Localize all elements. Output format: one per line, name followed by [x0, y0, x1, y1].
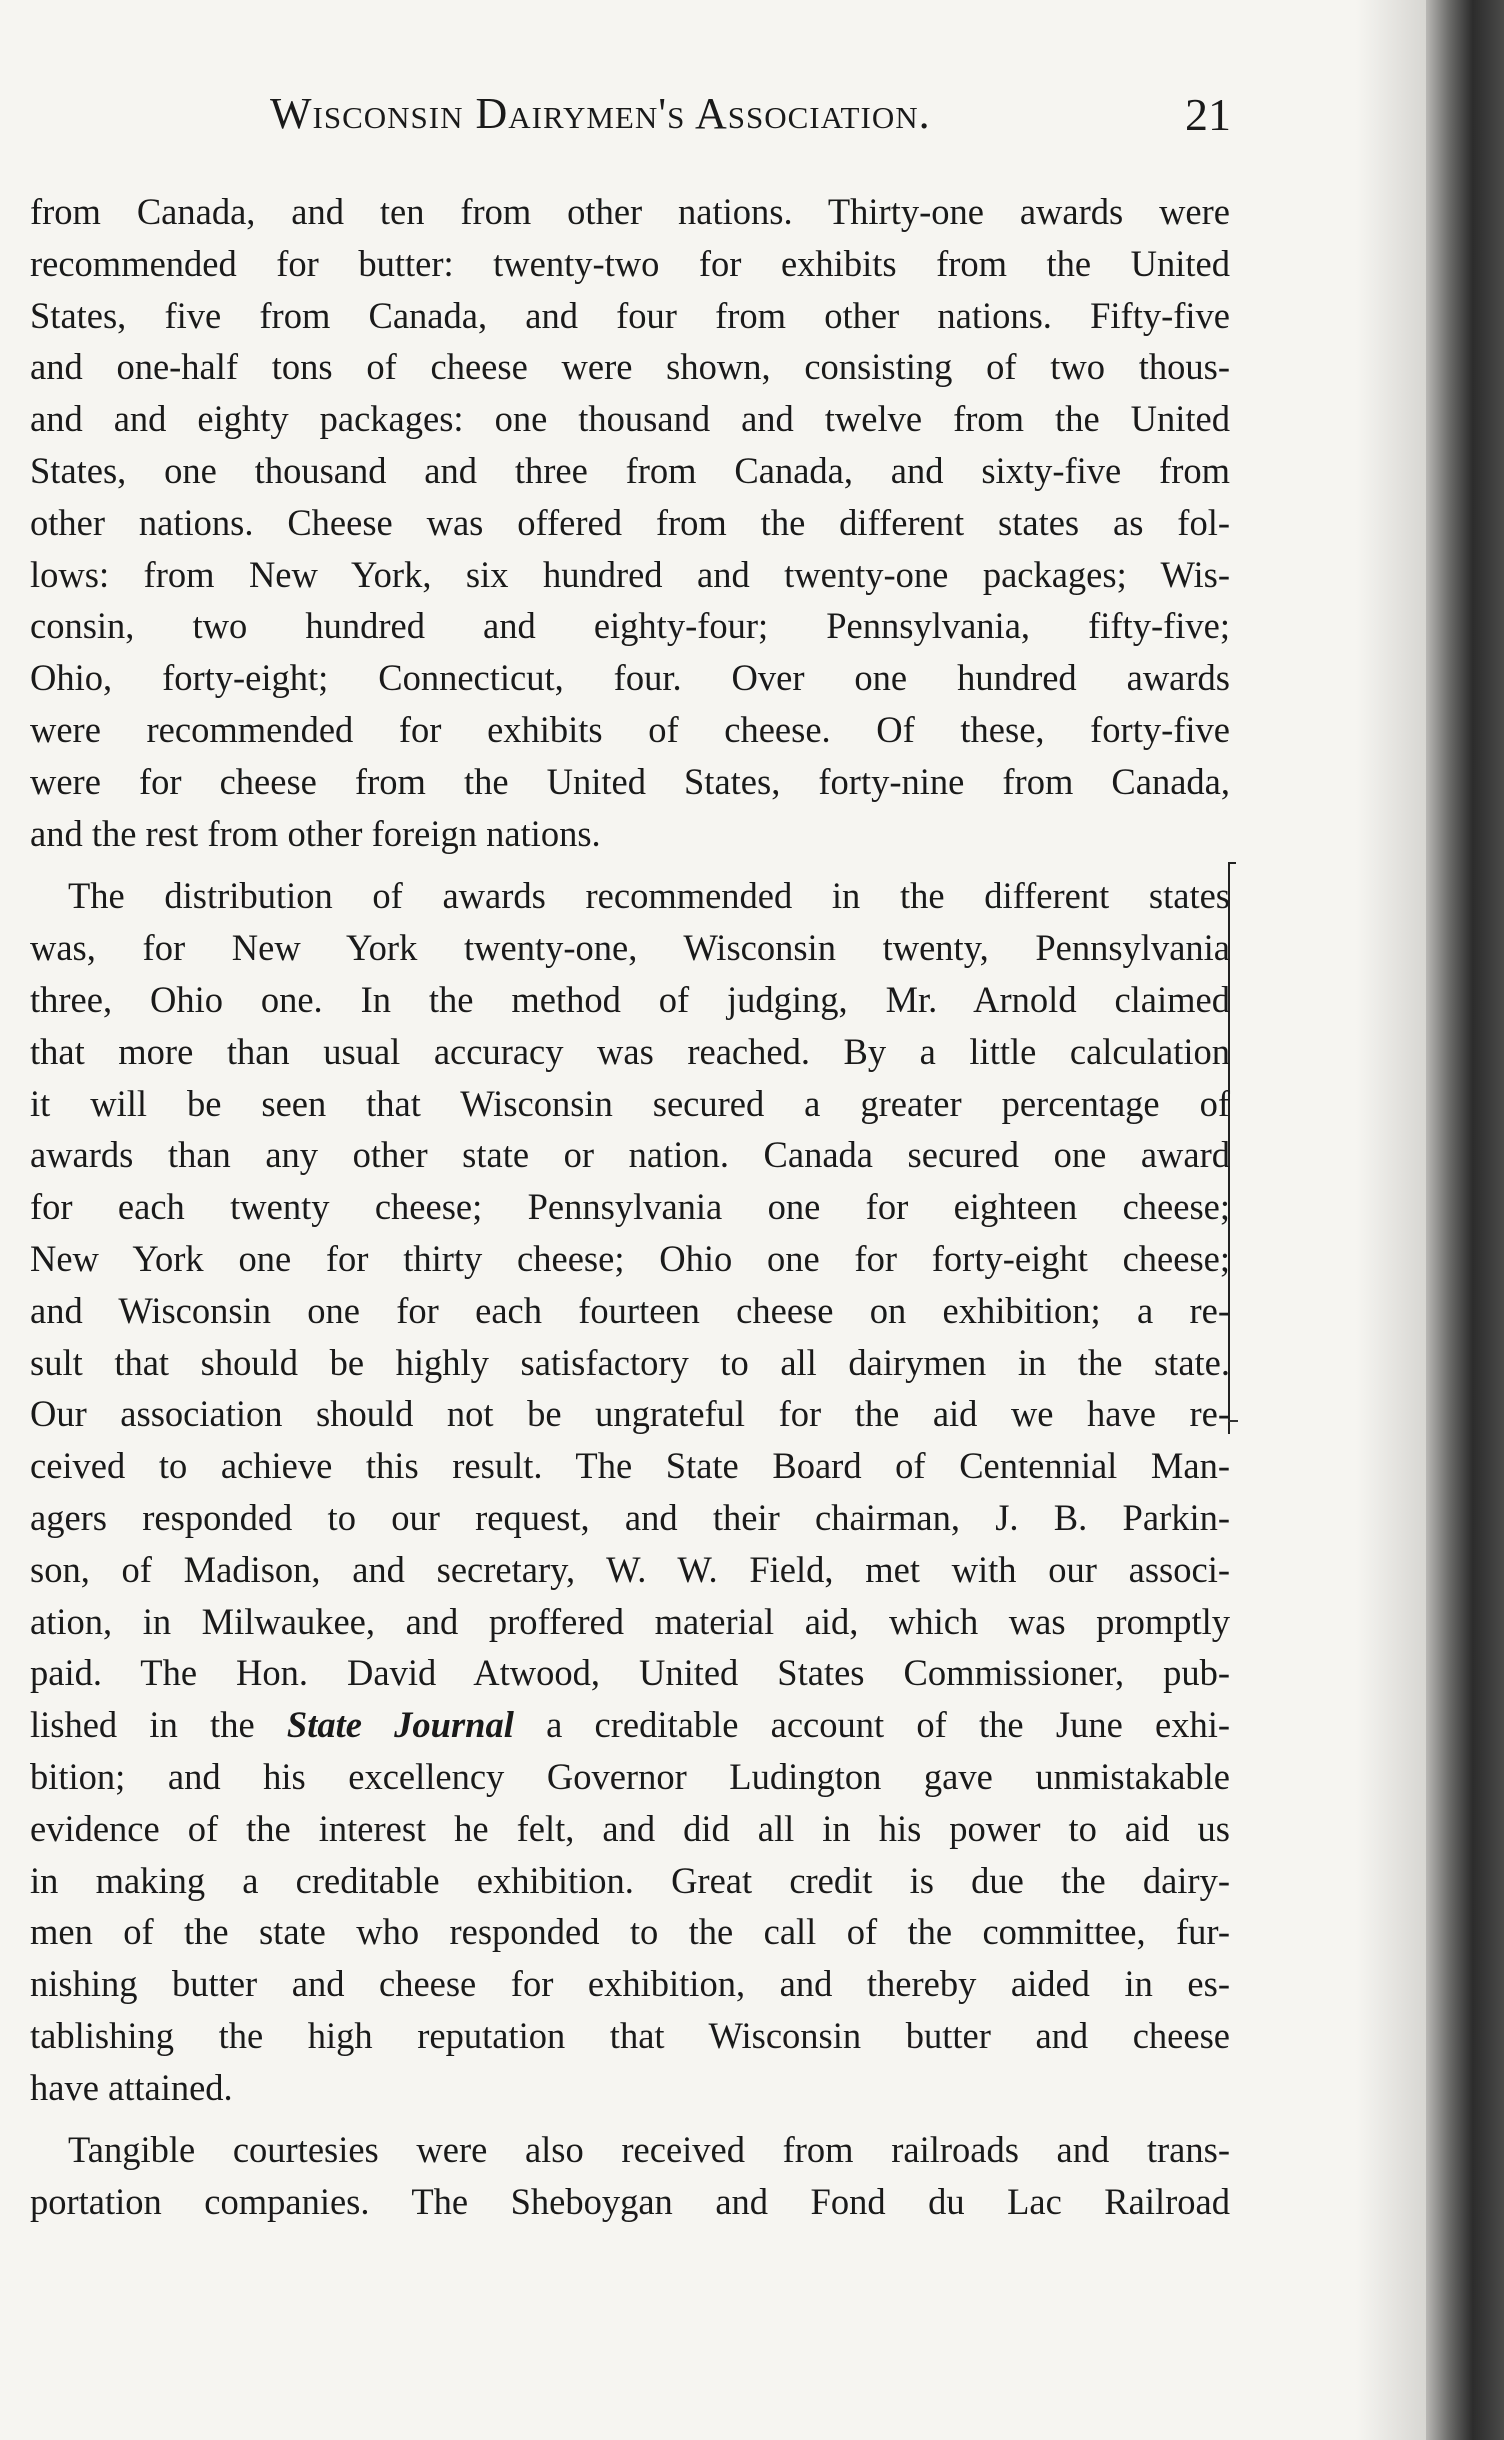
text-line: other nations. Cheese was offered from the different states as fol-	[30, 501, 1230, 543]
text-line: consin, two hundred and eighty-four; Pennsylvania, fifty-five;	[30, 605, 1230, 647]
text-line-start: lished in the	[30, 1704, 287, 1746]
text-line: nishing butter and cheese for exhibition, and thereby aided in es-	[30, 1963, 1230, 2005]
text-line: three, Ohio one. In the method of judging, Mr. Arnold claimed	[30, 978, 1230, 1020]
text-line: were recommended for exhibits of cheese. Of these, forty-five	[30, 708, 1230, 750]
text-line: tablishing the high reputation that Wisconsin butter and cheese	[30, 2014, 1230, 2056]
text-line: States, one thousand and three from Canada, and sixty-five from	[30, 449, 1230, 491]
text-line: from Canada, and ten from other nations. Thirty-one awards were	[30, 191, 1230, 232]
text-line: ceived to achieve this result. The State Board of Centennial Man-	[30, 1445, 1230, 1487]
text-line: have attained.	[30, 2066, 233, 2108]
text-line: and Wisconsin one for each fourteen cheese on exhibition; a re-	[30, 1289, 1230, 1331]
text-line: were for cheese from the United States, forty-nine from Canada,	[30, 760, 1230, 802]
text-line-end: a creditable account of the June exhi-	[513, 1704, 1230, 1746]
text-line: New York one for thirty cheese; Ohio one for forty-eight cheese;	[30, 1237, 1230, 1279]
text-line: ation, in Milwaukee, and proffered material aid, which was promptly	[30, 1600, 1230, 1642]
text-line: sult that should be highly satisfactory to all dairymen in the state.	[30, 1341, 1230, 1383]
scan-edge	[1426, 0, 1504, 2440]
text-line: it will be seen that Wisconsin secured a greater percentage of	[30, 1082, 1230, 1124]
paragraph-1	[30, 186, 1230, 859]
text-line: son, of Madison, and secretary, W. W. Field, met with our associ-	[30, 1548, 1230, 1590]
running-head: Wisconsin Dairymen's Association.	[270, 89, 931, 138]
text-line: for each twenty cheese; Pennsylvania one for eighteen cheese;	[30, 1186, 1230, 1228]
scan-shadow	[1356, 0, 1426, 2440]
text-line	[30, 1699, 1230, 1751]
text-line: and one-half tons of cheese were shown, consisting of two thous-	[30, 346, 1230, 388]
paragraph-2	[30, 870, 1230, 2113]
text-line: portation companies. The Sheboygan and Fond du Lac Railroad	[30, 2181, 1230, 2223]
text-line: that more than usual accuracy was reached. By a little calculation	[30, 1030, 1230, 1072]
text-line: bition; and his excellency Governor Ludington gave unmistakable	[30, 1755, 1230, 1797]
text-line: Tangible courtesies were also received from railroads and trans-	[68, 2129, 1230, 2171]
text-line: evidence of the interest he felt, and did all in his power to aid us	[30, 1807, 1230, 1849]
page-number: 21	[1185, 89, 1231, 140]
publication-title: State Journal	[286, 1704, 514, 1746]
text-line: Our association should not be ungrateful for the aid we have re-	[30, 1393, 1230, 1435]
text-line: was, for New York twenty-one, Wisconsin twenty, Pennsylvania	[30, 927, 1230, 969]
text-line: The distribution of awards recommended in the different states	[68, 875, 1230, 917]
text-line: lows: from New York, six hundred and twenty-one packages; Wis-	[30, 553, 1230, 595]
text-line: agers responded to our request, and their chairman, J. B. Parkin-	[30, 1496, 1230, 1538]
paragraph-3	[30, 2124, 1230, 2228]
text-line: paid. The Hon. David Atwood, United States Commissioner, pub-	[30, 1652, 1230, 1694]
text-line: and and eighty packages: one thousand and twelve from the United	[30, 398, 1230, 440]
text-line: Ohio, forty-eight; Connecticut, four. Over one hundred awards	[30, 657, 1230, 699]
page-header	[0, 88, 1300, 148]
text-line: in making a creditable exhibition. Great credit is due the dairy-	[30, 1859, 1230, 1901]
text-line: and the rest from other foreign nations.	[30, 812, 601, 854]
text-line: men of the state who responded to the call of the committee, fur-	[30, 1911, 1230, 1953]
text-line: States, five from Canada, and four from other nations. Fifty-five	[30, 294, 1230, 336]
text-line: awards than any other state or nation. Canada secured one award	[30, 1134, 1230, 1176]
body-text	[30, 186, 1230, 2228]
text-line: recommended for butter: twenty-two for exhibits from the United	[30, 242, 1230, 284]
